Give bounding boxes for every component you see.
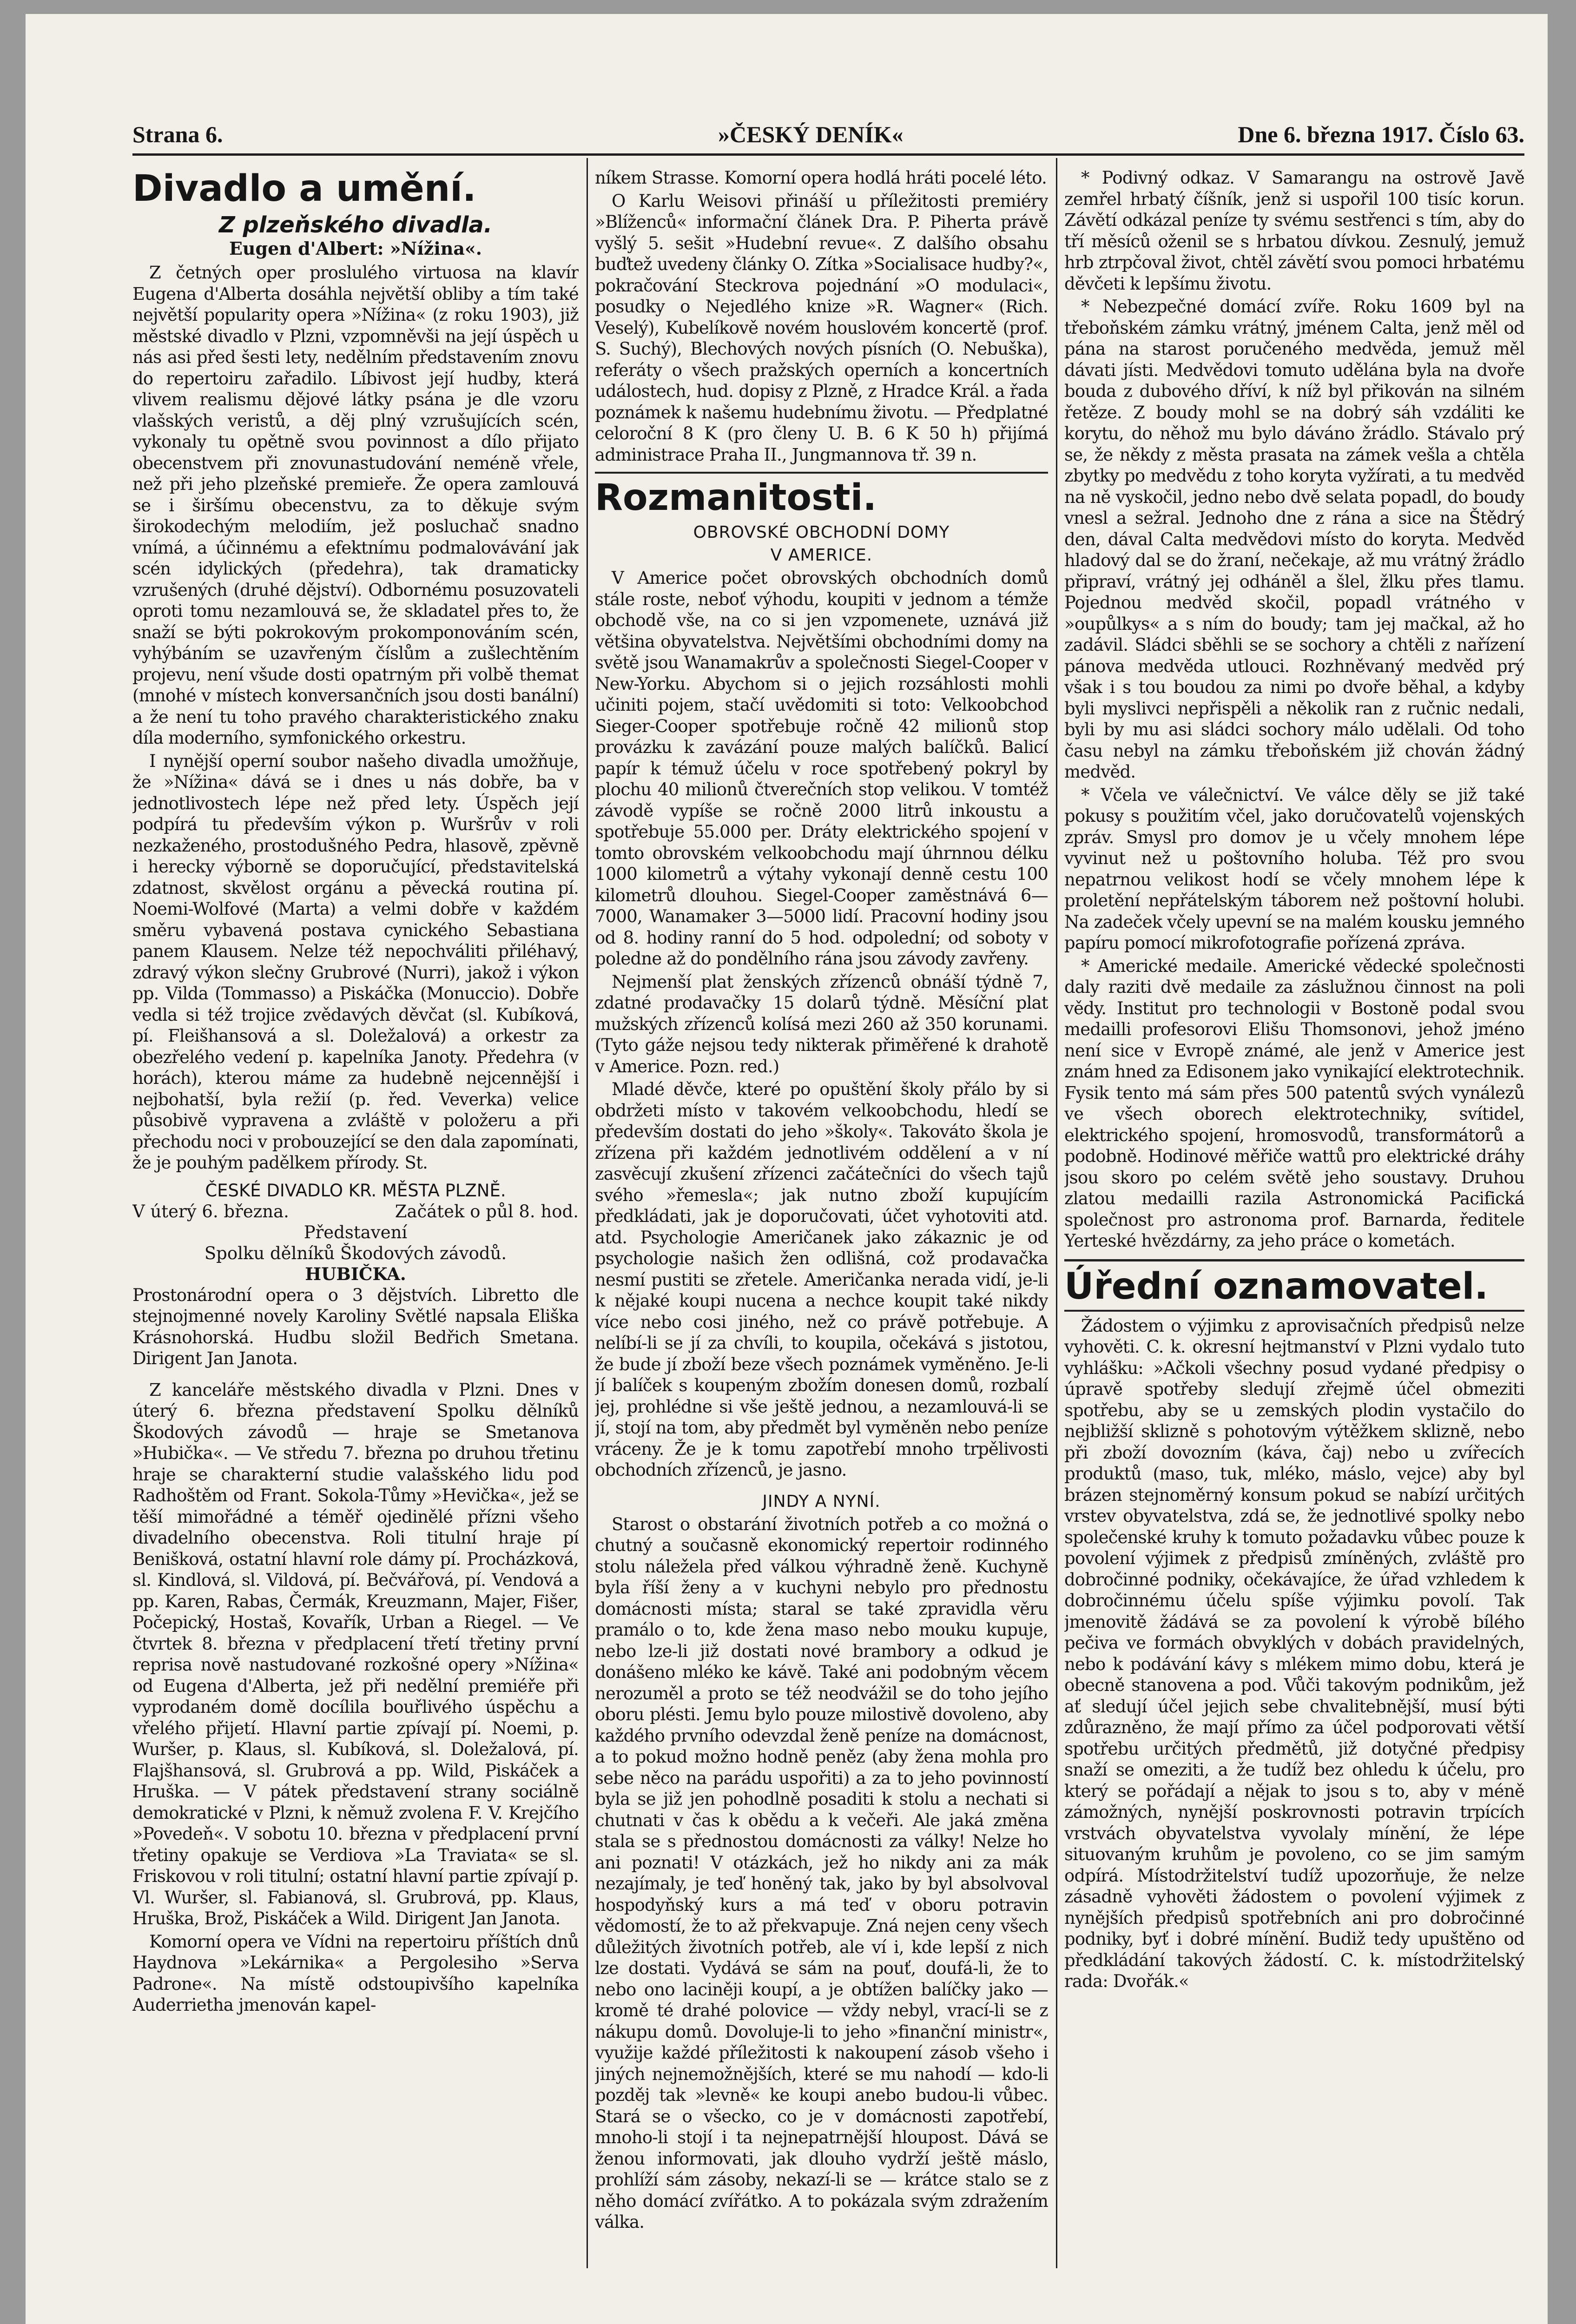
page-number: Strana 6.: [132, 121, 223, 147]
article-paragraph: Starost o obstarání životních potřeb a co možná o chutný a současně ekonomický repertoir rodinného stolu náležela před válkou výhradně ženě. Kuchyně byla říší ženy a v kuchyni nebylo pro přednostu domácnosti místa; staral se také zpravidla věru pramálo o to, kde žena maso nebo mouku kupuje, nebo lze-li již dostati nové brambory a odkud je donášeno mléko ke kávě. Také ani podobným věcem nerozuměl a proto se též neodvážil se do toho jejího oboru plésti. Jemu bylo pouze milostivě dovoleno, aby každého prvního odevzdal ženě peníze na domácnost, a to pokud možno hodně peněz (aby žena mohla pro sebe něco na parádu uspořiti) a za to jeho povinností byla se již jen pohodlně posaditi k stolu a nechati si chutnati v čas k obědu a k večeři. Ale jaká změna stala se s přednostou domácnosti za války! Nelze ho ani poznati! V otázkách, jež ho nikdy ani za mák nezajímaly, je teď honěný tak, jako by byl absolvoval hospodyňský kurs a má teď v oboru potravin vědomostí, že to až překvapuje. Zná nejen ceny všech důležitých životních potřeb, ale ví i, kde lepší z nich lze dostati. Vydává se sám na pouť, doufá-li, že to nebo ono laciněji koupí, a je obtížen balíčky jako — kromě té drahé polovice — vždy nebyl, vrací-li se z nákupu domů. Dovoluje-li to jeho »finanční ministr«, využije každé příležitosti k nakoupení zásob všeho i jiných nejnemožnějších, které se mu nahodí — kdo-li pozděj tak »levně« ke koupi anebo budou-li vůbec. Stará se o všecko, co je v domácnosti zapotřebí, mnoho-li stojí i ta nejnepatrnější hloupost. Dává se ženou informovati, jak dlouho vydrží ještě máslo, prohlíží sám zásoby, nekazí-li se — krátce stalo se z něho domácí zvířátko. A to pokázala svým zdražením válka.: [595, 1514, 1048, 2232]
column-miscellany: [595, 167, 1048, 2268]
program-label: Představení: [303, 1222, 408, 1242]
program-start: Začátek o půl 8. hod.: [395, 1201, 579, 1221]
article-paragraph: * Nebezpečné domácí zvíře. Roku 1609 byl na třeboňském zámku vrátný, jménem Calta, jenž měl od pána na starost poručeného medvěda, jemuž měl dávati jísti. Medvědovi tomuto udělána byla na dvoře bouda z dubového dříví, k níž byl přikován na silném řetěze. Z boudy mohl se na dobrý sáh vzdáliti ke korytu, do něhož mu bylo dáváno žrádlo. Stávalo prý se, že někdy z města prasata na zámek vešla a chtěla zbytky po medvědu z toho koryta vyžírati, a tu medvěd na ně vyskočil, jedno nebo dvě selata popadl, do boudy vnesl a sežral. Jednoho dne z rána a sice na Štědrý den, dával Calta medvědovi místo do koryta. Medvěd hladový dal se do žraní, nečekaje, až mu vrátný žrádlo připraví, vrátný jej odháněl a šlel, žlku přes tlamu. Pojednou medvěd skočil, popadl vrátného v »oupůlkys« a s ním do boudy; tam jej mačkal, až ho zadávil. Sládci sběhli se se sochory a chtěli z nařízení pánova medvěda utlouci. Rozhněvaný medvěd prý však i s tou boudou za nimi po dvoře běhal, a kdyby byli myslivci nepřispěli a několik ran z ručnic nedali, byli by mu asi sládci sochory málo udělali. Od toho času nebyl na zámku třeboňském již chován žádný medvěd.: [1064, 297, 1524, 782]
article-paragraph: Nejmenší plat ženských zřízenců obnáší týdně 7, zdatné prodavačky 15 dolarů týdně. Měsíční plat mužských zřízenců kolísá mezi 260 až 350 korunami. (Tyto gáže nejsou tedy nikterak přiměřené k drahotě v Americe. Pozn. red.): [595, 971, 1048, 1076]
article-paragraph: * Americké medaile. Americké vědecké společnosti daly raziti dvě medaile za záslužnou činnost na poli vědy. Institut pro technologii v Bostoně podal svou medailli profesorovi Elišu Thomsonovi, jehož jméno není sice v Evropě známé, ale jenž v Americe jest znám hned za Edisonem jako vynikající elektrotechnik. Fysik tento má sám přes 500 patentů svých vynálezů ve všech oborech elektrotechniky, svítidel, elektrického spojení, hromosvodů, transformátorů a podobně. Hodinové měřiče wattů pro elektrické dráhy jsou skoro po celém světě jeho soustavy. Druhou zlatou medailli razila Astronomická Pacifická společnost pro astronoma prof. Barnarda, ředitele Yerteské hvězdárny, za jeho práce o kometách.: [1064, 956, 1524, 1251]
article-paragraph: Z kanceláře městského divadla v Plzni. Dnes v úterý 6. března představení Spolku dělníků Škodových závodů — hraje se Smetanova »Hubička«. — Ve středu 7. března po druhou třetinu hraje se charakterní studie valašského lidu pod Radhoštěm od Frant. Sokola-Tůmy »Hevička«, jež se těší mimořádné a téměř ojedinělé přízni všeho divadelního obecenstva. Roli titulní hraje pí Benišková, ostatní hlavní role dámy pí. Procházková, sl. Kindlová, sl. Vildová, pí. Bečvářová, pí. Vendová a pp. Karen, Rabas, Čermák, Kreuzmann, Majer, Fišer, Počepický, Hostaš, Kovařík, Urban a Riegel. — Ve čtvrtek 8. března v předplacení třetí třetiny první reprisa nově nastudované rozkošné opery »Nížina« od Eugena d'Alberta, jež při nedělní premiéře při vyprodaném domě docílila bouřlivého úspěchu a vřelého přijetí. Hlavní partie zpívají pí. Noemi, p. Wuršer, p. Klaus, sl. Kubíková, sl. Doležalová, pí. Flajšhansová, sl. Grubrová a pp. Wild, Piskáček a Hruška. — V pátek představení strany sociálně demokratické v Plzni, k němuž zvolena F. V. Krejčího »Povedeň«. V sobotu 10. března v předplacení první třetiny opakuje se Verdiova »La Traviata« se sl. Friskovou v roli titulní; ostatní hlavní partie zpívají p. Vl. Wuršer, sl. Fabianová, sl. Grubrová, pp. Klaus, Hruška, Brož, Piskáček a Wild. Dirigent Jan Janota.: [132, 1380, 579, 1928]
column-divider: [1056, 158, 1057, 2268]
article-paragraph: V Americe počet obrovských obchodních domů stále roste, neboť výhodu, koupiti v jednom a témže obchodě vše, na co si jen vzpomenete, uznává již většina obyvatelstva. Největšími obchodními domy na světě jsou Wanamakrův a společnosti Siegel-Cooper v New-Yorku. Abychom si o jejich rozsáhlosti mohli učiniti pojem, stačí uvědomiti si toto: Velkoobchod Sieger-Cooper spotřebuje ročně 42 milionů stop provázku k zavázání pouze malých balíčků. Balicí papír k témuž účelu v roce spotřebený pokryl by plochu 40 milionů čtverečních stop velikou. V tomtéž závodě vypíše se ročně 2000 litrů inkoustu a spotřebuje 55.000 per. Dráty elektrického spojení v tomto obrovském velkoobchodu mají úhrnnou délku 1000 kilometrů a výtahy vykonají denně cestu 100 kilometrů dlouhou. Siegel-Cooper zaměstnává 6—7000, Wanamaker 3—5000 lidí. Pracovní hodiny jsou od 8. hodiny ranní do 5 hod. odpolední; od soboty v poledne až do pondělního rána jsou závody zavřeny.: [595, 568, 1048, 969]
article-paragraph: Žádostem o výjimku z aprovisačních předpisů nelze vyhověti. C. k. okresní hejtmanství v Plzni vydalo tuto vyhlášku: »Ačkoli všechny posud vydané předpisy o úpravě spotřeby sledují zřejmě účel obmeziti spotřebu, aby se u zemských plodin vystačilo do nejbližší sklizně s pohotovým výtěžkem sklizně, nebo při zboží dovozním (káva, čaj) nebo u zvířecích produktů (maso, tuk, mléko, máslo, vejce) aby byl brázen stejnoměrný konsum pokud se nabízí určitých vrstev obyvatelstva, zdá se, že jednotlivé spolky nebo společenské kruhy k tomuto požadavku vůbec pouze k povolení výjimek z předpisů zmíněných, zvláště pro dobročinné podniky, očekávajíce, že úřad vzhledem k dobročinnému účelu spíše výjimku povolí. Tak jmenovitě žádává se za povolení k výrobě bílého pečiva ve formách obvyklých v dobách pravidelných, nebo k podávání kávy s mlékem mimo dobu, která je obecně stanovena a pod. Vůči takovým podnikům, jež ať sledují účel jejich sebe chvalitebnější, musí býti zdůrazněno, že mají přímo za účel podporovati větší spotřebu určitých předmětů, již dotyčné předpisy snaží se omeziti, a že tudíž bez ohledu k účelu, pro který se pořádají a nějak to jsou s to, aby v méně zámožných, nynější poskrovnosti potravin trpících vrstvách obyvatelstva vyvolaly mínění, že lépe situovaným kruhům je povoleno, co se jim samým odpírá. Místodržitelství tudíž upozorňuje, že nelze zásadně vyhověti žádostem o povolení výjimek z nynějších předpisů spotřebních ani pro dobročinné podniky, byť i dobré mínění. Budiž tedy upuštěno od předkládání takových žádostí. C. k. místodržitelský rada: Dvořák.«: [1064, 1315, 1524, 1991]
column-theatre: [132, 167, 579, 2268]
newspaper-title: »ČESKÝ DENÍK«: [718, 121, 903, 147]
program-organizer: Spolku dělníků Škodových závodů.: [204, 1243, 507, 1263]
article-title: OBROVSKÉ OBCHODNÍ DOMY: [693, 523, 950, 542]
theatre-program-time: [132, 1201, 579, 1222]
article-heading: Z plzeňského divadla.: [218, 212, 493, 238]
article-title: JINDY A NYNÍ.: [762, 1492, 881, 1511]
program-day: V úterý 6. března.: [132, 1201, 289, 1221]
section-rule: [1064, 1259, 1524, 1261]
section-rule: [595, 472, 1048, 474]
section-rule: [1064, 1310, 1524, 1312]
masthead-rule: [132, 153, 1524, 156]
article-paragraph: Mladé děvče, které po opuštění školy přálo by si obdržeti místo v takovém velkoobchodu, hledí se především dostati do jeho »školy«. Takováto škola je zřízena při každém jednotlivém oddělení a v ní zasvěcují zkušení zřízenci začátečníci do všech tajů svého »řemesla«; jak nutno zboží kupujícím předkládati, jak je doporučovati, účet vyhotoviti atd. atd. Psychologie Američanek jako zákaznic je od psychologie našich žen odlišná, což prodavačka nesmí pustiti se zřetele. Američanka nerada vidí, je-li k nějaké koupi nucena a nechce koupit také nikdy více nebo cosi jiného, než co právě potřebuje. A nelíbí-li se jí za chvíli, to koupila, očekává s jistotou, že bude jí zboží beze všech poznámek vyměněno. Je-li jí balíček s koupeným zbožím donesen domů, rozbalí jej, prohlédne si vše ještě jednou, a nezamlouvá-li se jí, stojí na tom, aby předmět byl vyměněn nebo peníze vráceny. Že je k tomu zapotřebí mnoho trpělivosti obchodních zřízenců, je jasno.: [595, 1079, 1048, 1480]
program-description: Prostonárodní opera o 3 dějstvích. Libretto dle stejnojmenné novely Karoliny Světlé napsala Eliška Krásnohorská. Hudbu složil Bedřich Smetana. Dirigent Jan Janota.: [132, 1285, 579, 1368]
section-heading: Divadlo a umění.: [132, 168, 476, 210]
column-divider: [587, 158, 588, 2268]
article-title: V AMERICE.: [770, 546, 873, 565]
article-paragraph: níkem Strasse. Komorní opera hodlá hráti pocelé léto.: [595, 168, 1047, 188]
article-paragraph: Z četných oper proslulého virtuosa na klavír Eugena d'Alberta dosáhla největší obliby a tím také největší popularity opera »Nížina« (z roku 1903), již městské divadlo v Plzni, vzpomněvši na její úspěch u nás asi před šesti lety, nedělním představením znovu do repertoiru zařadilo. Líbivost její hudby, která vlivem realismu dějové látky psána je dle vzoru vlašských veristů, a děj plný vzrušujících scén, vykonaly tu opětně svou povinnost a dílo přijato obecenstvem při znovunastudování neméně vřele, než při jeho plzeňské premieře. Že opera zamlouvá se i širšímu obecenstvu, za to děkuje svým širokodechým melodiím, jež posluchač snadno vnímá, a účinnému a efektnímu podmalovávání jak scén idylických (předehra), tak dramaticky vzrušených (druhé dějství). Odbornému posuzovateli oproti tomu nezamlouvá se, že skladatel přes to, že snaží se býti pokrokovým prokomponováním scén, vyhýbáním se uzavřeným číslům a zušlechtěním projevu, není všude dosti opatrným při volbě themat (mnohé v místech konversančních jsou dosti banální) a že není tu toho pravého charakteristického znaku díla moderního, symfonického orkestru.: [132, 263, 579, 748]
masthead: [132, 121, 1524, 152]
article-subheading: Eugen d'Albert: »Nížina«.: [229, 238, 482, 259]
article-paragraph: O Karlu Weisovi přináší u příležitosti premiéry »Blíženců« informační článek Dra. P. Piherta právě vyšlý 5. sešit »Hudební revue«. Z dalšího obsahu buďtež uvedeny články O. Zítka »Socialisace hudby?«, pokračování Steckrova pojednání »O modulaci«, posudky o Nejedlého knize »R. Wagner« (Rich. Veselý), Kubelíkově novém houslovém koncertě (prof. S. Suchý), Blechových nových písních (O. Nebuška), referáty o všech pražských operních a koncertních událostech, hud. dopisy z Plzně, z Hradce Král. a řada poznámek k našemu hudebnímu životu. — Předplatné celoroční 8 K (pro členy U. B. 6 K 50 h) přijímá administrace Praha II., Jungmannova tř. 39 n.: [595, 191, 1048, 465]
article-paragraph: * Včela ve válečnictví. Ve válce děly se již také pokusy s použitím včel, jako doručovatelů vojenských zpráv. Smysl pro domov je u včely mnohem lépe vyvinut než u poštovního holuba. Též pro svou nepatrnou velikost hodí se včely mnohem lépe k proletění nepřátelským táborem než poštovní holubi. Na zadeček včely upevní se na malém kousku jemného papíru pomocí mikrofotografie pořízená zpráva.: [1064, 785, 1524, 953]
newspaper-page: [26, 14, 1548, 2324]
section-heading: Úřední oznamovatel.: [1064, 1265, 1489, 1307]
article-paragraph: * Podivný odkaz. V Samarangu na ostrově Javě zemřel hrbatý číšník, jenž si uspořil 100 tisíc korun. Závětí odkázal peníze ty svému sestřenci s tím, aby do tří měsíců oženil se s hrbatou dívkou. Zesnulý, jemuž hrb ztrpčoval život, chtěl závětí svou pomoci hrbatému děvčeti k lepšímu životu.: [1064, 168, 1524, 294]
article-paragraph: Komorní opera ve Vídni na repertoiru příštích dnů Haydnova »Lekárnika« a Pergolesiho »Serva Padrone«. Na místě odstoupivšího kapelníka Auderrietha jmenován kapel-: [132, 1931, 579, 2015]
program-play-title: HUBIČKA.: [305, 1263, 406, 1284]
issue-date: Dne 6. března 1917. Číslo 63.: [1238, 121, 1524, 147]
theatre-program-heading: ČESKÉ DIVADLO KR. MĚSTA PLZNĚ.: [205, 1180, 506, 1201]
section-heading: Rozmanitosti.: [595, 477, 877, 519]
column-notices: [1064, 167, 1524, 2268]
article-paragraph: I nynější operní soubor našeho divadla umožňuje, že »Nížina« dává se i dnes u nás dobře, ba v jednotlivostech lépe než před lety. Úspěch její podpírá tu především výkon p. Wuršrův v roli nezkaženého, prostodušného Pedra, hlasově, zpěvně i herecky výborně se doporučující, představitelská zdatnost, skvělost orgánu a pěvecká routina pí. Noemi-Wolfové (Marta) a velmi dobře v každém směru vybavená postava cynického Sebastiana panem Klausem. Nelze též nepochváliti přiléhavý, zdravý výkon slečny Grubrové (Nurri), jakož i výkon pp. Vilda (Tommasso) a Piskáčka (Monuccio). Dobře vedla si též trojice zvědavých děvčat (sl. Kubíková, pí. Fleišhansová a sl. Doležalová) a orkestr za obezřelého vedení p. kapelníka Janoty. Předehra (v horách), kterou máme za hudebně nejcennější i nejbohatší, byla režií (p. řed. Veverka) velice působivě vypravena a zvláště v položeru a při přechodu noci v probouzející se den dala zapomínati, že je pouhým padělkem přírody. St.: [132, 751, 579, 1173]
